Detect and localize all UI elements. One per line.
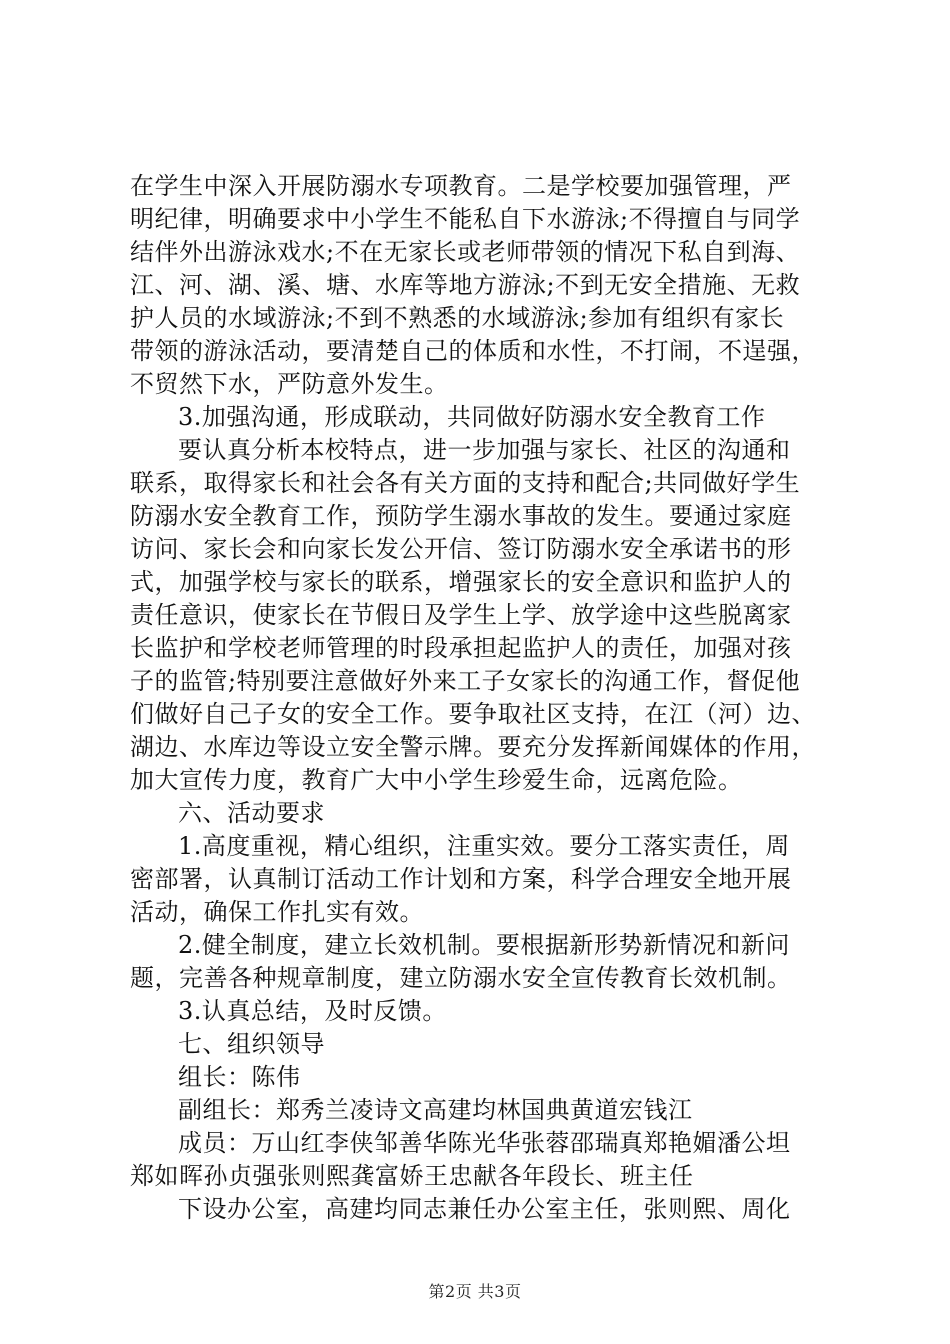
text-line: 六、活动要求 — [178, 799, 325, 827]
text-line: 责任意识，使家长在节假日及学生上学、放学途中这些脱离家 — [130, 601, 792, 629]
text-line: 组长：陈伟 — [178, 1063, 301, 1091]
text-line: 们做好自己子女的安全工作。要争取社区支持，在江（河）边、 — [130, 700, 816, 728]
document-body — [130, 170, 830, 1226]
text-line: 式，加强学校与家长的联系，增强家长的安全意识和监护人的 — [130, 568, 792, 596]
text-line: 在学生中深入开展防溺水专项教育。二是学校要加强管理，严 — [130, 172, 792, 200]
text-line: 题，完善各种规章制度，建立防溺水安全宣传教育长效机制。 — [130, 964, 792, 992]
text-line: 活动，确保工作扎实有效。 — [130, 898, 424, 926]
text-line: 访问、家长会和向家长发公开信、签订防溺水安全承诺书的形 — [130, 535, 792, 563]
text-line: 子的监管;特别要注意做好外来工子女家长的沟通工作，督促他 — [130, 667, 801, 695]
text-line: 1.高度重视，精心组织，注重实效。要分工落实责任，周 — [178, 832, 790, 860]
text-line: 长监护和学校老师管理的时段承担起监护人的责任，加强对孩 — [130, 634, 792, 662]
text-line: 3.认真总结，及时反馈。 — [178, 997, 447, 1025]
text-line: 江、河、湖、溪、塘、水库等地方游泳;不到无安全措施、无救 — [130, 271, 801, 299]
text-line: 联系，取得家长和社会各有关方面的支持和配合;共同做好学生 — [130, 469, 801, 497]
text-line: 要认真分析本校特点，进一步加强与家长、社区的沟通和 — [178, 436, 791, 464]
text-line: 结伴外出游泳戏水;不在无家长或老师带领的情况下私自到海、 — [130, 238, 801, 266]
text-line: 郑如晖孙贞强张则熙龚富娇王忠献各年段长、班主任 — [130, 1162, 694, 1190]
text-line: 下设办公室，高建均同志兼任办公室主任，张则熙、周化 — [178, 1195, 791, 1223]
text-line: 防溺水安全教育工作，预防学生溺水事故的发生。要通过家庭 — [130, 502, 792, 530]
text-line: 护人员的水域游泳;不到不熟悉的水域游泳;参加有组织有家长 — [130, 304, 785, 332]
text-line: 不贸然下水，严防意外发生。 — [130, 370, 449, 398]
text-line: 2.健全制度，建立长效机制。要根据新形势新情况和新问 — [178, 931, 790, 959]
text-line: 湖边、水库边等设立安全警示牌。要充分发挥新闻媒体的作用， — [130, 733, 816, 761]
text-line: 加大宣传力度，教育广大中小学生珍爱生命，远离危险。 — [130, 766, 743, 794]
page-footer: 第2页 共3页 — [428, 1282, 522, 1301]
text-line: 成员：万山红李侠邹善华陈光华张蓉邵瑞真郑艳媚潘公坦 — [178, 1129, 791, 1157]
text-line: 七、组织领导 — [178, 1030, 325, 1058]
text-line: 3.加强沟通，形成联动，共同做好防溺水安全教育工作 — [178, 403, 766, 431]
text-line: 副组长：郑秀兰凌诗文高建均林国典黄道宏钱江 — [178, 1096, 693, 1124]
text-line: 带领的游泳活动，要清楚自己的体质和水性，不打闹，不逞强， — [130, 337, 816, 365]
text-line: 明纪律，明确要求中小学生不能私自下水游泳;不得擅自与同学 — [130, 205, 801, 233]
text-line: 密部署，认真制订活动工作计划和方案，科学合理安全地开展 — [130, 865, 792, 893]
